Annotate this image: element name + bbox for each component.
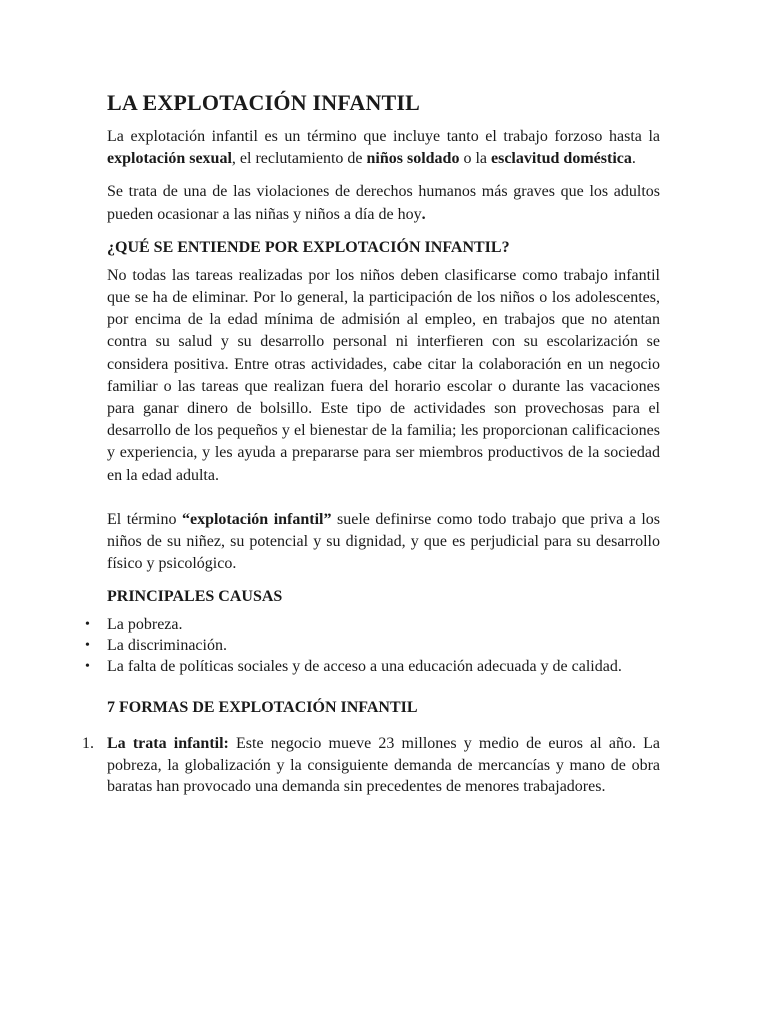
intro-paragraph-1 [107,126,660,170]
bold-term-explotacion-sexual: explotación sexual [107,150,232,168]
intro-paragraph-2 [107,181,660,225]
document-content [82,88,661,798]
intro-period: . [421,205,426,223]
forms-list [82,733,661,798]
section1-paragraph-1: No todas las tareas realizadas por los niños deben clasificarse como trabajo infantil que se ha de eliminar. Por lo general, la participación de los niños o los adolescentes, por encima de la edad mínima de admisión al empleo, en trabajos que no atentan contra su salud y su desarrollo personal ni interfieren con su escolarización se considera positiva. Entre otras actividades, cabe citar la colaboración en un negocio familiar o las tareas que realizan fuera del horario escolar o durante las vacaciones para ganar dinero de bolsillo. Este tipo de actividades son provechosas para el desarrollo de los pequeños y el bienestar de la familia; les proporcionan calificaciones y experiencia, y les ayuda a prepararse para ser miembros productivos de la sociedad en la edad adulta. [107,266,660,484]
item-text: Este negocio mueve 23 millones y medio de euros al año. La pobreza, la globalización y la consiguiente demanda de mercancías y mano de obra baratas han provocado una demanda sin precedentes de menores trabajadores. [107,735,661,796]
section-heading-que-se-entiende: ¿QUÉ SE ENTIENDE POR EXPLOTACIÓN INFANTIL? [107,238,510,256]
bullet-icon: • [85,638,90,654]
item-label: La trata infantil: [107,735,229,753]
section1-text: suele definirse como todo trabajo que priva a los niños de su niñez, su potencial y su dignidad, y que es perjudicial para su desarrollo físico y psicológico. [107,510,661,573]
bullet-icon: • [85,659,90,675]
intro-text: Se trata de una de las violaciones de derechos humanos más graves que los adultos pueden ocasionar a las niñas y niños a día de hoy [107,183,660,223]
bullet-icon: • [85,617,90,633]
numbered-item [82,733,661,798]
list-item [85,656,660,677]
intro-text: , el reclutamiento de [231,150,367,168]
causes-list [85,614,660,677]
bold-term-ninos-soldado: niños soldado [366,150,460,168]
bold-term-explotacion-infantil: “explotación infantil” [181,510,332,528]
list-item-text: La discriminación. [107,637,227,655]
intro-text: . [631,150,636,168]
list-item-text: La pobreza. [107,616,183,634]
section-heading-principales-causas: PRINCIPALES CAUSAS [107,588,283,606]
list-item [85,635,660,656]
item-number: 1. [82,735,94,753]
list-item [85,614,660,635]
section1-text: El término [107,510,182,528]
intro-text: o la [459,150,491,168]
section-heading-7-formas: 7 FORMAS DE EXPLOTACIÓN INFANTIL [107,699,418,717]
section1-paragraph-2 [107,509,660,576]
bold-term-esclavitud-domestica: esclavitud doméstica [490,150,632,168]
intro-text: La explotación infantil es un término que incluye tanto el trabajo forzoso hasta la [107,128,660,145]
list-item-text: La falta de políticas sociales y de acceso a una educación adecuada y de calidad. [107,658,622,676]
document-title: LA EXPLOTACIÓN INFANTIL [107,90,421,115]
